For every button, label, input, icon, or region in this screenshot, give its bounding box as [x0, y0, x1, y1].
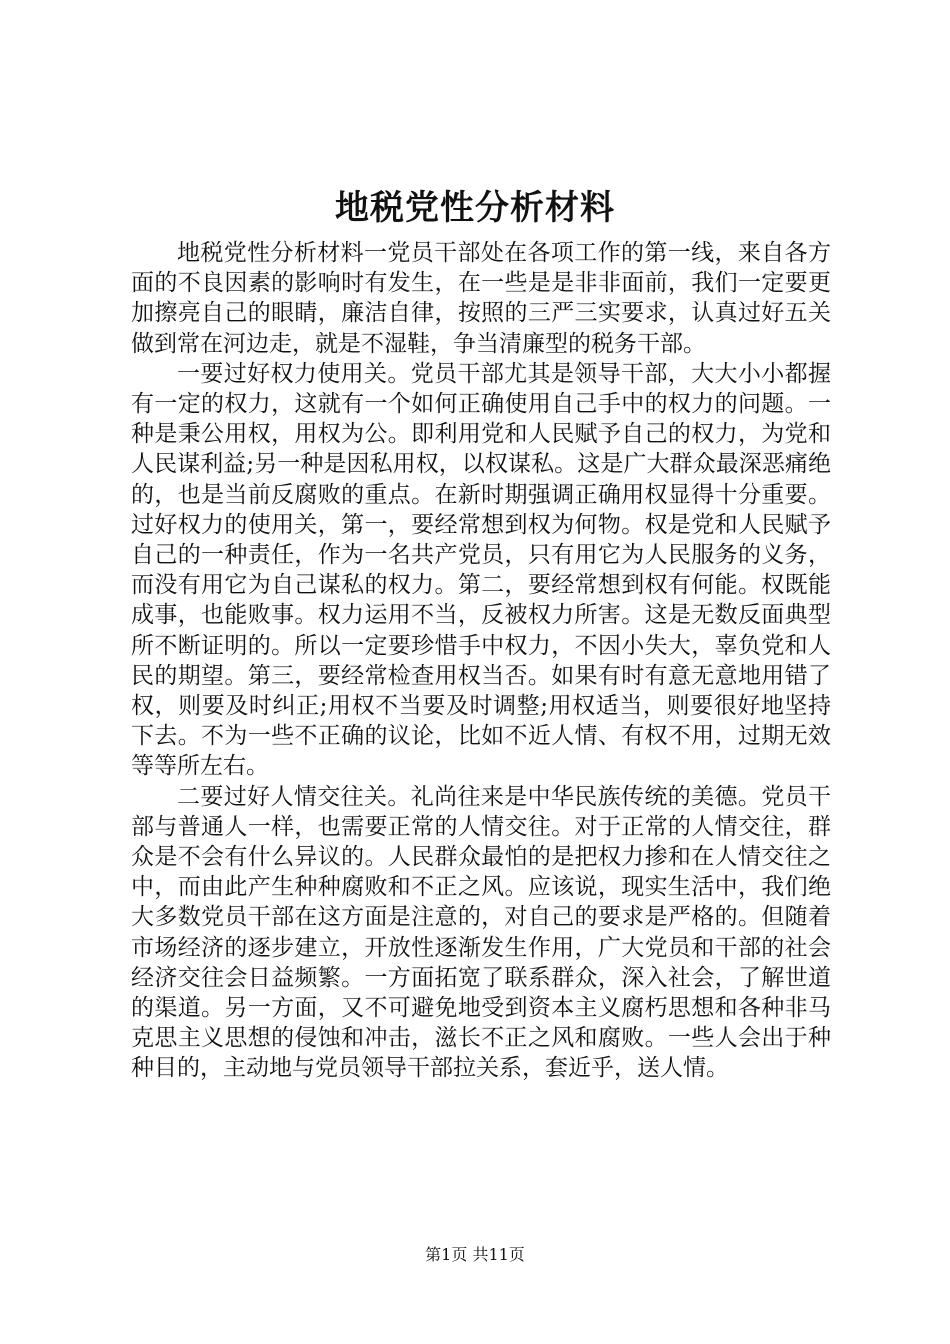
document-title: 地税党性分析材料: [335, 188, 615, 228]
document-body: [131, 238, 831, 1084]
page-footer: 第1页 共11页: [425, 1245, 525, 1264]
paragraph-intro: 地税党性分析材料一党员干部处在各项工作的第一线，来自各方面的不良因素的影响时有发生，在一些是是非非面前，我们一定要更加擦亮自己的眼睛，廉洁自律，按照的三严三实要求，认真过好五关做到常在河边走，就是不湿鞋，争当清廉型的税务干部。: [131, 240, 831, 357]
paragraph-relations: 二要过好人情交往关。礼尚往来是中华民族传统的美德。党员干部与普通人一样，也需要正常的人情交往。对于正常的人情交往，群众是不会有什么异议的。人民群众最怕的是把权力掺和在人情交往之中，而由此产生种种腐败和不正之风。应该说，现实生活中，我们绝大多数党员干部在这方面是注意的，对自己的要求是严格的。但随着市场经济的逐步建立，开放性逐渐发生作用，广大党员和干部的社会经济交往会日益频繁。一方面拓宽了联系群众，深入社会，了解世道的渠道。另一方面，又不可避免地受到资本主义腐朽思想和各种非马克思主义思想的侵蚀和冲击，滋长不正之风和腐败。一些人会出于种种目的，主动地与党员领导干部拉关系，套近乎，送人情。: [131, 783, 831, 1082]
paragraph-power: 一要过好权力使用关。党员干部尤其是领导干部，大大小小都握有一定的权力，这就有一个如何正确使用自己手中的权力的问题。一种是秉公用权，用权为公。即利用党和人民赋予自己的权力，为党和人民谋利益;另一种是因私用权，以权谋私。这是广大群众最深恶痛绝的，也是当前反腐败的重点。在新时期强调正确用权显得十分重要。过好权力的使用关，第一，要经常想到权为何物。权是党和人民赋予自己的一种责任，作为一名共产党员，只有用它为人民服务的义务，而没有用它为自己谋私的权力。第二，要经常想到权有何能。权既能成事，也能败事。权力运用不当，反被权力所害。这是无数反面典型所不断证明的。所以一定要珍惜手中权力，不因小失大，辜负党和人民的期望。第三，要经常检查用权当否。如果有时有意无意地用错了权，则要及时纠正;用权不当要及时调整;用权适当，则要很好地坚持下去。不为一些不正确的议论，比如不近人情、有权不用，过期无效等等所左右。: [131, 360, 831, 780]
